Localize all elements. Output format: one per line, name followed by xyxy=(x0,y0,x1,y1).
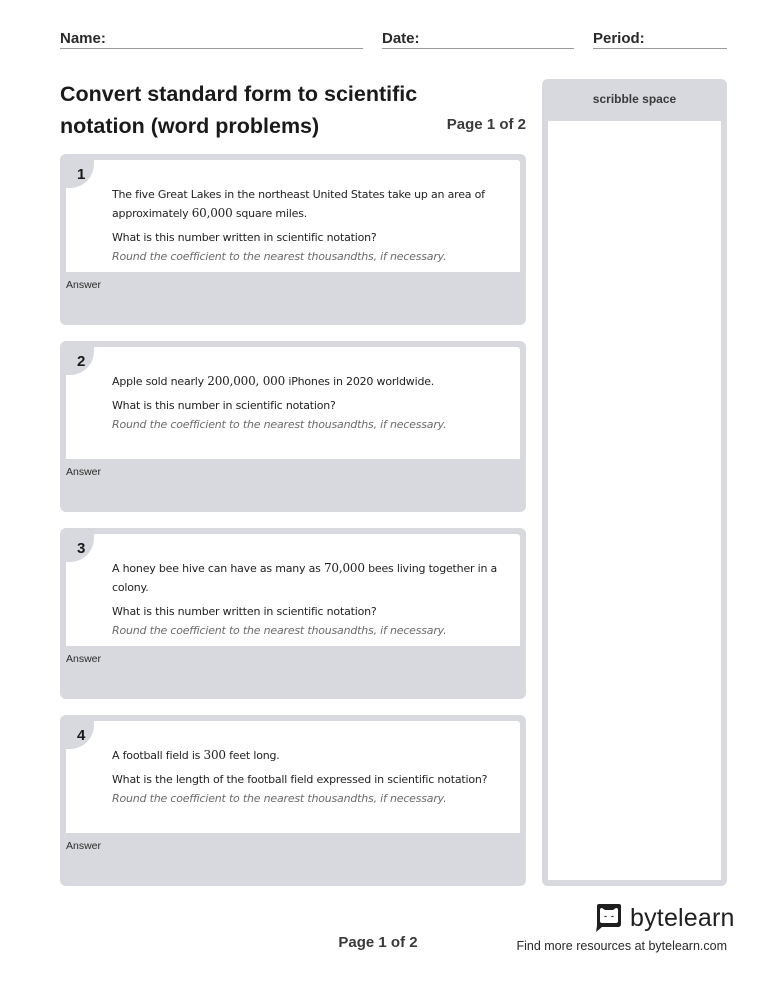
question-text xyxy=(112,372,512,434)
page-indicator-top: Page 1 of 2 xyxy=(446,116,526,133)
problem-statement xyxy=(112,372,512,391)
statement-pre: The five Great Lakes in the northeast United States take up an area of approximately xyxy=(112,188,485,220)
answer-label: Answer xyxy=(66,466,102,478)
problem-card-3 xyxy=(60,528,526,699)
scribble-area[interactable] xyxy=(548,121,721,880)
question-text xyxy=(112,185,512,266)
problem-statement xyxy=(112,746,512,765)
page-indicator-bottom: Page 1 of 2 xyxy=(338,934,418,951)
statement-post: iPhones in 2020 worldwide. xyxy=(285,375,435,388)
question-panel xyxy=(66,347,520,459)
problem-number: 3 xyxy=(77,540,86,557)
problem-card-4 xyxy=(60,715,526,886)
statement-post: bees living together in a colony. xyxy=(112,562,498,594)
page-title xyxy=(60,78,440,142)
brand-name: bytelearn xyxy=(630,904,735,932)
statement-pre: Apple sold nearly xyxy=(112,375,208,388)
rounding-hint: Round the coefficient to the nearest thousandths, if necessary. xyxy=(112,250,447,263)
question-prompt: What is this number written in scientific notation? xyxy=(112,231,377,244)
question-prompt: What is the length of the football field expressed in scientific notation? xyxy=(112,773,488,786)
problem-number: 1 xyxy=(77,166,86,183)
problem-card-1 xyxy=(60,154,526,325)
problem-number: 4 xyxy=(77,727,86,744)
statement-pre: A football field is xyxy=(112,749,204,762)
name-label: Name: xyxy=(60,30,106,47)
question-panel xyxy=(66,160,520,272)
date-field[interactable] xyxy=(382,30,574,49)
answer-label: Answer xyxy=(66,653,102,665)
title-line-2: notation (word problems) xyxy=(60,114,320,138)
answer-label: Answer xyxy=(66,840,102,852)
name-field[interactable] xyxy=(60,30,363,49)
scribble-label: scribble space xyxy=(592,92,677,106)
rounding-hint: Round the coefficient to the nearest thousandths, if necessary. xyxy=(112,418,447,431)
question-panel xyxy=(66,721,520,833)
problem-statement xyxy=(112,185,512,223)
problem-statement xyxy=(112,559,512,597)
brand-logo xyxy=(594,903,735,933)
statement-post: feet long. xyxy=(225,749,280,762)
statement-pre: A honey bee hive can have as many as xyxy=(112,562,324,575)
problem-number: 2 xyxy=(77,353,86,370)
math-value: 70,000 xyxy=(324,561,365,575)
math-value: 300 xyxy=(203,748,226,762)
bytelearn-cat-logo-icon xyxy=(594,904,624,932)
title-line-1: Convert standard form to scientific xyxy=(60,82,418,106)
problem-card-2 xyxy=(60,341,526,512)
question-prompt: What is this number written in scientific notation? xyxy=(112,605,377,618)
rounding-hint: Round the coefficient to the nearest thousandths, if necessary. xyxy=(112,624,447,637)
period-label: Period: xyxy=(593,30,645,47)
scribble-panel xyxy=(542,79,727,886)
statement-post: square miles. xyxy=(232,207,308,220)
resources-link[interactable]: Find more resources at bytelearn.com xyxy=(516,939,727,953)
question-text xyxy=(112,746,512,808)
period-field[interactable] xyxy=(593,30,727,49)
question-panel xyxy=(66,534,520,646)
math-value: 60,000 xyxy=(191,206,233,220)
answer-label: Answer xyxy=(66,279,102,291)
math-value: 200,000, 000 xyxy=(207,374,286,388)
date-label: Date: xyxy=(382,30,420,47)
rounding-hint: Round the coefficient to the nearest thousandths, if necessary. xyxy=(112,792,447,805)
question-text xyxy=(112,559,512,640)
question-prompt: What is this number in scientific notation? xyxy=(112,399,336,412)
